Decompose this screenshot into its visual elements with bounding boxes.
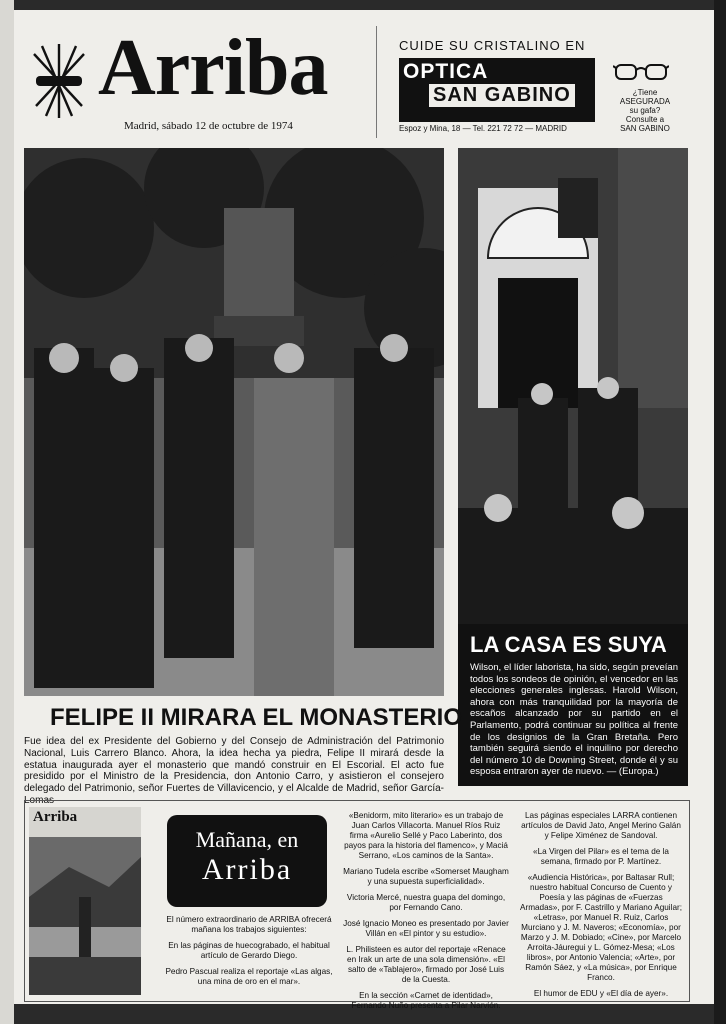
right-story-box xyxy=(458,624,688,786)
yoke-and-arrows-icon xyxy=(32,40,86,120)
main-headline: FELIPE II MIRARA EL MONASTERIO xyxy=(50,704,463,731)
column-paragraph: Pedro Pascual realiza el reportaje «Las algas, una mina de oro en el mar». xyxy=(165,967,333,986)
ad-side-line: ¿Tiene xyxy=(632,88,658,97)
main-story-text: Fue idea del ex Presidente del Gobierno y del Consejo de Administración del Patrimonio Nacional, Luis Carrero Blanco. Ahora, la idea hecha ya piedra, Felipe II mirará desde la estatua inaugurada ayer el monasterio que mandó construir en El Escorial. El acto fue presidido por el Ministro de la Presidencia, don Antonio Carro, y asistieron el consejero delegado del Patrimonio, señor Fuertes de Villavicencio, y el Alcalde de Madrid, señor García-Lomas xyxy=(24,736,444,806)
column-paragraph: El humor de EDU y «El día de ayer». xyxy=(533,989,669,998)
column-paragraph: Victoria Mercé, nuestra guapa del domingo, por Fernando Cano. xyxy=(346,893,506,912)
ad-side-line: ASEGURADA xyxy=(619,97,671,106)
glasses-icon xyxy=(613,60,669,84)
left-page-edge xyxy=(0,0,14,1024)
right-story-title: LA CASA ES SUYA xyxy=(470,632,667,657)
column-paragraph: En la sección «Carnet de identidad», Fernando Nuño presenta a Pilar Narvión. xyxy=(351,991,501,1010)
ad-side-line: SAN GABINO xyxy=(620,124,670,133)
ad-brand-line2: SAN GABINO xyxy=(429,84,575,107)
ad-address: Espoz y Mina, 18 — Tel. 221 72 72 — MADRID xyxy=(399,124,567,133)
masthead xyxy=(24,18,704,140)
column-paragraph: José Ignacio Moneo es presentado por Javier Villán en «El pintor y su estudio». xyxy=(343,919,509,938)
mini-front-page xyxy=(29,807,141,995)
column-paragraph: Mariano Tudela escribe «Somerset Maugham y una supuesta superficialidad». xyxy=(343,867,509,886)
ad-tagline: CUIDE SU CRISTALINO EN xyxy=(399,38,586,53)
column-paragraph: Las páginas especiales LARRA contienen artículos de David Jato, Angel Merino Galán y Felipe Ximénez de Sandoval. xyxy=(521,811,681,840)
ad-brand-block xyxy=(399,58,595,122)
column-paragraph: En las páginas de huecograbado, el habitual artículo de Gerardo Diego. xyxy=(168,941,330,960)
tomorrow-line2: Arriba xyxy=(201,853,293,886)
newspaper-title: Arriba xyxy=(98,24,328,112)
column-paragraph: El número extraordinario de ARRIBA ofrecerá mañana los trabajos siguientes: xyxy=(166,915,332,934)
ad-side-text xyxy=(603,88,687,133)
tomorrow-column-3 xyxy=(519,811,683,1005)
ad-side-line: Consulte a xyxy=(625,115,665,124)
ad-side-line: su gafa? xyxy=(629,106,661,115)
column-paragraph: «Audiencia Histórica», por Baltasar Rull; nuestro habitual Concurso de Cuento y Poesía y las páginas de «Fuerzas Armadas», por F. Castrillo y Mariano Aguilar; «Letras», por Manuel R. Ruiz, Carlos Murciano y J. M. Naveros; «Economía», por Marzo y J. M. Dobiado; «Cine», por Marcelo Arroita-Jáuregui y L. Gómez-Mesa; «Los libros», por Antonio Valencia; «Arte», por Ramón Sáez, y «La música», por Enrique Franco. xyxy=(520,873,682,982)
column-paragraph: «Benidorm, mito literario» es un trabajo de Juan Carlos Villacorta. Manuel Ríos Ruiz firma «Aurelio Sellé y Paco Laberinto, dos payos para la historia del flamenco», y Maciá Serrano, «Los caminos de la Santa». xyxy=(344,811,508,860)
mini-photo xyxy=(29,837,141,995)
optician-ad xyxy=(376,26,695,138)
dateline: Madrid, sábado 12 de octubre de 1974 xyxy=(124,120,293,132)
column-paragraph: L. Philisteen es autor del reportaje «Renace en Irak un arte de una sola dimensión». «El salto de «Tablajero», firmado por José Luis de la Cuesta. xyxy=(346,945,506,984)
downing-street-photo xyxy=(458,148,688,624)
mini-logo: Arriba xyxy=(33,809,78,825)
newspaper-page xyxy=(14,10,714,1010)
tomorrow-column-2 xyxy=(343,811,509,1017)
binding-spine xyxy=(714,0,726,1024)
tomorrow-line1: Mañana, en xyxy=(195,827,299,852)
column-paragraph: «La Virgen del Pilar» es el tema de la semana, firmado por P. Martínez. xyxy=(533,847,669,866)
tomorrow-column-1 xyxy=(165,915,333,993)
tomorrow-section xyxy=(24,800,690,1010)
statue-ceremony-photo xyxy=(24,148,444,696)
right-story-text: Wilson, el líder laborista, ha sido, según preveían todos los sondeos de opinión, el vencedor en las elecciones generales inglesas. Harold Wilson, ahora con más tranquilidad por la mayoría de escaños alcanzado por su partido en el Parlamento, podrá continuar su política al frente de los designios de la Gran Bretaña. Pero también seguirá siendo el inquilino por derecho del número 10 de Downing Street, donde él y su esposa entraron ayer de nuevo. — (Europa.) xyxy=(470,662,678,778)
ad-brand-line1: OPTICA xyxy=(403,60,489,83)
tomorrow-badge xyxy=(167,815,327,907)
